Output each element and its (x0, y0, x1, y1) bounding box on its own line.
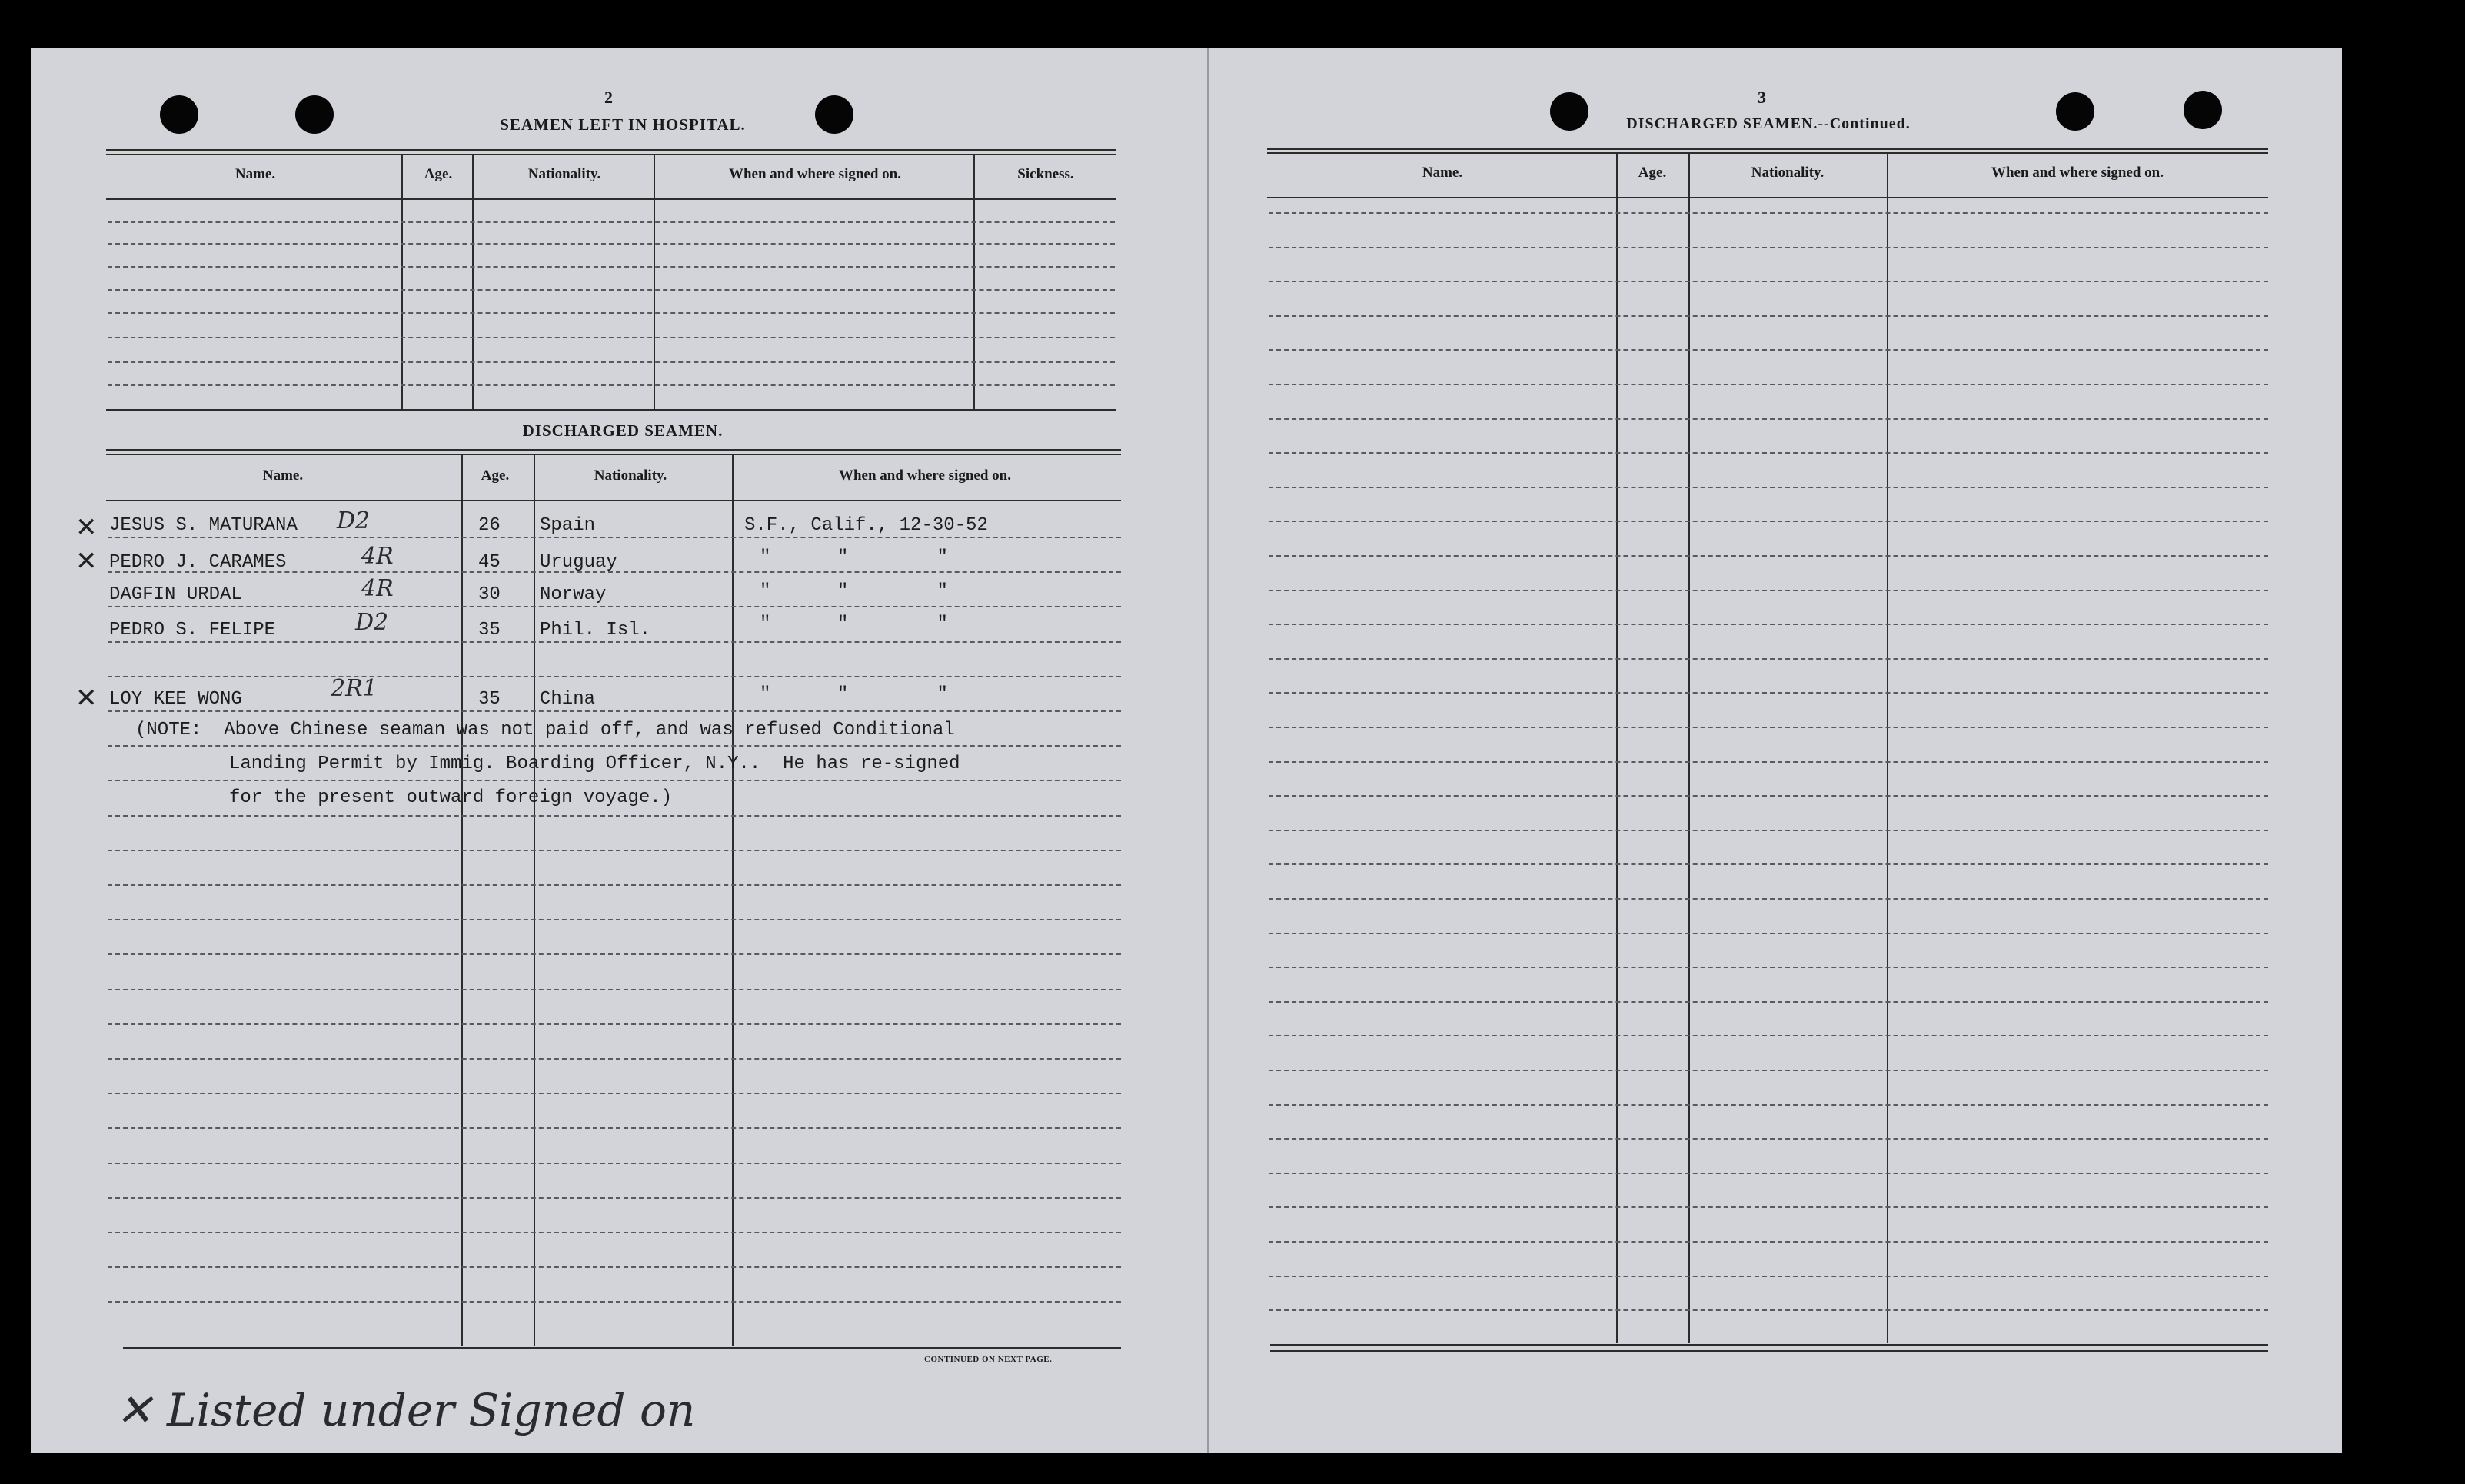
page-fold (1207, 48, 1209, 1453)
row-3-mark: 4R (361, 575, 394, 602)
row-4-name: PEDRO S. FELIPE (109, 620, 276, 641)
ruled-line (1269, 692, 2268, 694)
ruled-line (108, 1093, 1121, 1094)
punch-hole (295, 95, 334, 134)
ruled-line (108, 606, 1121, 607)
ruled-line (108, 537, 1121, 538)
row-3-age: 30 (478, 584, 501, 605)
discharged-col-divider (732, 454, 734, 1346)
right-col-divider (1616, 152, 1618, 1343)
discharged-col-signed-on: When and where signed on. (838, 467, 1011, 484)
ruled-line (108, 919, 1121, 920)
row-1-age: 26 (478, 515, 501, 536)
discharged-table-top-rule (106, 449, 1121, 451)
ruled-line (1269, 1070, 2268, 1071)
ruled-line (108, 1163, 1121, 1164)
row-4-signed-on: " " " (760, 614, 948, 634)
right-col-divider (1887, 152, 1888, 1343)
row-4-age: 35 (478, 620, 501, 641)
ruled-line (108, 1301, 1121, 1303)
hospital-col-age: Age. (424, 166, 453, 182)
check-mark: ✕ (75, 546, 98, 577)
ruled-line (1269, 1276, 2268, 1277)
discharged-header-rule (106, 500, 1121, 501)
punch-hole (815, 95, 853, 134)
discharged-table-bottom-rule (123, 1347, 1121, 1349)
hospital-ruled-line (108, 243, 1115, 245)
note-line-2: Landing Permit by Immig. Boarding Officer, N.Y.. He has re-signed (229, 754, 960, 774)
ruled-line (108, 1232, 1121, 1233)
hospital-col-divider (654, 154, 655, 409)
hospital-ruled-line (108, 289, 1115, 291)
hospital-header-rule (106, 198, 1116, 200)
ruled-line (1269, 212, 2268, 214)
hospital-col-divider (401, 154, 403, 409)
ruled-line (1269, 487, 2268, 488)
ruled-line (1269, 521, 2268, 522)
ruled-line (1269, 761, 2268, 763)
ruled-line (108, 745, 1121, 747)
ruled-line (108, 676, 1121, 677)
discharged-col-divider (534, 454, 535, 1346)
ruled-line (108, 780, 1121, 781)
row-4-nationality: Phil. Isl. (540, 620, 651, 641)
row-3-name: DAGFIN URDAL (109, 584, 242, 605)
ruled-line (1269, 658, 2268, 660)
right-table-bottom-rule-2 (1270, 1350, 2268, 1352)
discharged-col-age: Age. (481, 467, 510, 484)
check-mark: ✕ (75, 512, 98, 543)
row-2-nationality: Uruguay (540, 552, 617, 573)
discharged-section-title: DISCHARGED SEAMEN. (522, 421, 724, 440)
page-number-left: 2 (604, 88, 613, 107)
row-4-mark: D2 (355, 609, 389, 636)
ruled-line (1269, 315, 2268, 317)
row-2-signed-on: " " " (760, 547, 948, 568)
row-5-mark: 2R1 (331, 675, 378, 702)
ruled-line (1269, 624, 2268, 625)
ruled-line (1269, 1104, 2268, 1106)
ruled-line (108, 850, 1121, 851)
row-1-nationality: Spain (540, 515, 596, 536)
hospital-col-divider (472, 154, 474, 409)
hospital-table-top-rule (106, 149, 1116, 151)
row-2-mark: 4R (361, 543, 394, 570)
right-header-rule (1267, 197, 2268, 198)
ruled-line (108, 1266, 1121, 1268)
page-number-right: 3 (1758, 88, 1766, 107)
note-line-3: for the present outward foreign voyage.) (229, 787, 673, 808)
hospital-ruled-line (108, 221, 1115, 223)
hospital-ruled-line (108, 384, 1115, 386)
ruled-line (108, 1197, 1121, 1199)
hospital-table-top-rule-2 (106, 154, 1116, 155)
right-col-name: Name. (1422, 165, 1463, 181)
ruled-line (1269, 349, 2268, 351)
punch-hole (160, 95, 198, 134)
row-2-age: 45 (478, 552, 501, 573)
ruled-line (1269, 1138, 2268, 1140)
discharged-col-name: Name. (262, 467, 304, 484)
row-5-signed-on: " " " (760, 684, 948, 705)
row-5-age: 35 (478, 689, 501, 710)
ruled-line (108, 953, 1121, 955)
ruled-line (1269, 281, 2268, 282)
row-5-nationality: China (540, 689, 596, 710)
ruled-line (1269, 727, 2268, 728)
ruled-line (1269, 384, 2268, 385)
ruled-line (1269, 1206, 2268, 1208)
ruled-line (1269, 555, 2268, 557)
ruled-line (1269, 863, 2268, 865)
hospital-table-bottom-rule (106, 409, 1116, 411)
discharged-col-divider (461, 454, 463, 1346)
ruled-line (1269, 1173, 2268, 1174)
right-col-nationality: Nationality. (1751, 165, 1825, 181)
discharged-table-top-rule-2 (106, 454, 1121, 455)
right-table-bottom-rule (1270, 1344, 2268, 1346)
right-table-top-rule (1267, 148, 2268, 150)
ruled-line (108, 815, 1121, 817)
ruled-line (1269, 418, 2268, 420)
ruled-line (1269, 1001, 2268, 1003)
check-mark: ✕ (75, 683, 98, 714)
ruled-line (1269, 795, 2268, 797)
ruled-line (1269, 1309, 2268, 1311)
row-1-mark: D2 (337, 507, 371, 534)
right-table-top-rule-2 (1267, 152, 2268, 154)
ruled-line (1269, 590, 2268, 591)
ruled-line (1269, 452, 2268, 454)
row-2-name: PEDRO J. CARAMES (109, 552, 287, 573)
right-col-age: Age. (1638, 165, 1667, 181)
row-1-signed-on: S.F., Calif., 12-30-52 (744, 515, 988, 536)
ruled-line (108, 884, 1121, 886)
hospital-ruled-line (108, 337, 1115, 338)
continued-label: CONTINUED ON NEXT PAGE. (924, 1355, 1053, 1364)
hospital-section-title: SEAMEN LEFT IN HOSPITAL. (500, 115, 746, 134)
row-1-name: JESUS S. MATURANA (109, 515, 298, 536)
hospital-ruled-line (108, 361, 1115, 363)
ruled-line (108, 641, 1121, 643)
hospital-col-divider (973, 154, 975, 409)
hospital-col-nationality: Nationality. (527, 166, 601, 182)
hospital-col-signed-on: When and where signed on. (728, 166, 901, 182)
ruled-line (108, 1023, 1121, 1025)
right-section-title: DISCHARGED SEAMEN.--Continued. (1626, 115, 1911, 132)
hospital-ruled-line (108, 266, 1115, 268)
punch-hole (2184, 91, 2222, 129)
row-5-name: LOY KEE WONG (109, 689, 242, 710)
ruled-line (108, 1058, 1121, 1060)
ruled-line (1269, 1241, 2268, 1243)
row-3-nationality: Norway (540, 584, 607, 605)
ruled-line (1269, 933, 2268, 934)
ruled-line (1269, 1035, 2268, 1036)
hospital-col-sickness: Sickness. (1017, 166, 1074, 182)
discharged-col-nationality: Nationality. (594, 467, 667, 484)
ruled-line (1269, 247, 2268, 248)
right-col-divider (1688, 152, 1690, 1343)
hospital-ruled-line (108, 312, 1115, 314)
ruled-line (108, 710, 1121, 712)
note-line-1: (NOTE: Above Chinese seaman was not paid off, and was refused Conditional (135, 720, 955, 740)
ruled-line (1269, 830, 2268, 831)
ruled-line (108, 989, 1121, 990)
ruled-line (1269, 967, 2268, 968)
ruled-line (1269, 898, 2268, 900)
right-col-signed-on: When and where signed on. (1991, 165, 2164, 181)
ruled-line (108, 1127, 1121, 1129)
handwritten-footer: ✕ Listed under Signed on (115, 1384, 696, 1436)
hospital-col-name: Name. (235, 166, 276, 182)
row-3-signed-on: " " " (760, 581, 948, 602)
punch-hole (2056, 92, 2094, 131)
